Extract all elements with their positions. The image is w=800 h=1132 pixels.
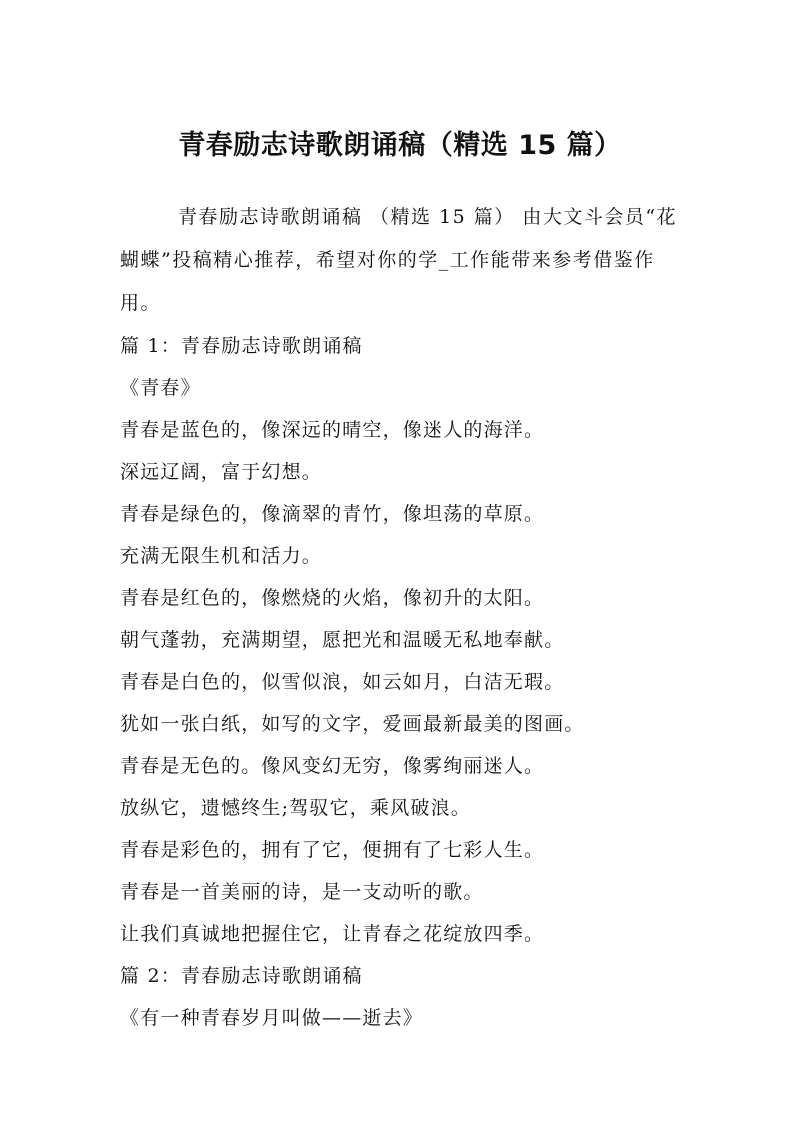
poem-line: 青春是彩色的，拥有了它，便拥有了七彩人生。 <box>120 839 545 861</box>
poem-line: 朝气蓬勃，充满期望，愿把光和温暖无私地奉献。 <box>120 629 565 651</box>
poem-line: 放纵它，遗憾终生;驾驭它，乘风破浪。 <box>120 797 472 819</box>
poem-title: 《青春》 <box>120 377 201 399</box>
poem-line: 让我们真诚地把握住它，让青春之花绽放四季。 <box>120 923 545 945</box>
poem-line: 青春是蓝色的，像深远的晴空，像迷人的海洋。 <box>120 419 545 441</box>
poem-line: 青春是绿色的，像滴翠的青竹，像坦荡的草原。 <box>120 503 545 525</box>
section-heading: 篇 2：青春励志诗歌朗诵稿 <box>120 965 363 987</box>
section-heading: 篇 1：青春励志诗歌朗诵稿 <box>120 335 363 357</box>
poem-line: 青春是红色的，像燃烧的火焰，像初升的太阳。 <box>120 587 545 609</box>
poem-line: 深远辽阔，富于幻想。 <box>120 461 323 483</box>
poem-line: 犹如一张白纸，如写的文字，爱画最新最美的图画。 <box>120 713 585 735</box>
poem-line: 青春是一首美丽的诗，是一支动听的歌。 <box>120 881 484 903</box>
intro-paragraph: 青春励志诗歌朗诵稿 （精选 15 篇） 由大文斗会员“花蝴蝶”投稿精心推荐，希望对你的学_工作能带来参考借鉴作用。 <box>120 206 678 314</box>
document-body <box>120 196 688 1039</box>
document-title: 青春励志诗歌朗诵稿（精选 15 篇） <box>178 130 622 161</box>
poem-line: 充满无限生机和活力。 <box>120 545 323 567</box>
poem-line: 青春是无色的。像风变幻无穷，像雾绚丽迷人。 <box>120 755 545 777</box>
poem-title: 《有一种青春岁月叫做——逝去》 <box>120 1007 424 1029</box>
poem-line: 青春是白色的，似雪似浪，如云如月，白洁无瑕。 <box>120 671 565 693</box>
